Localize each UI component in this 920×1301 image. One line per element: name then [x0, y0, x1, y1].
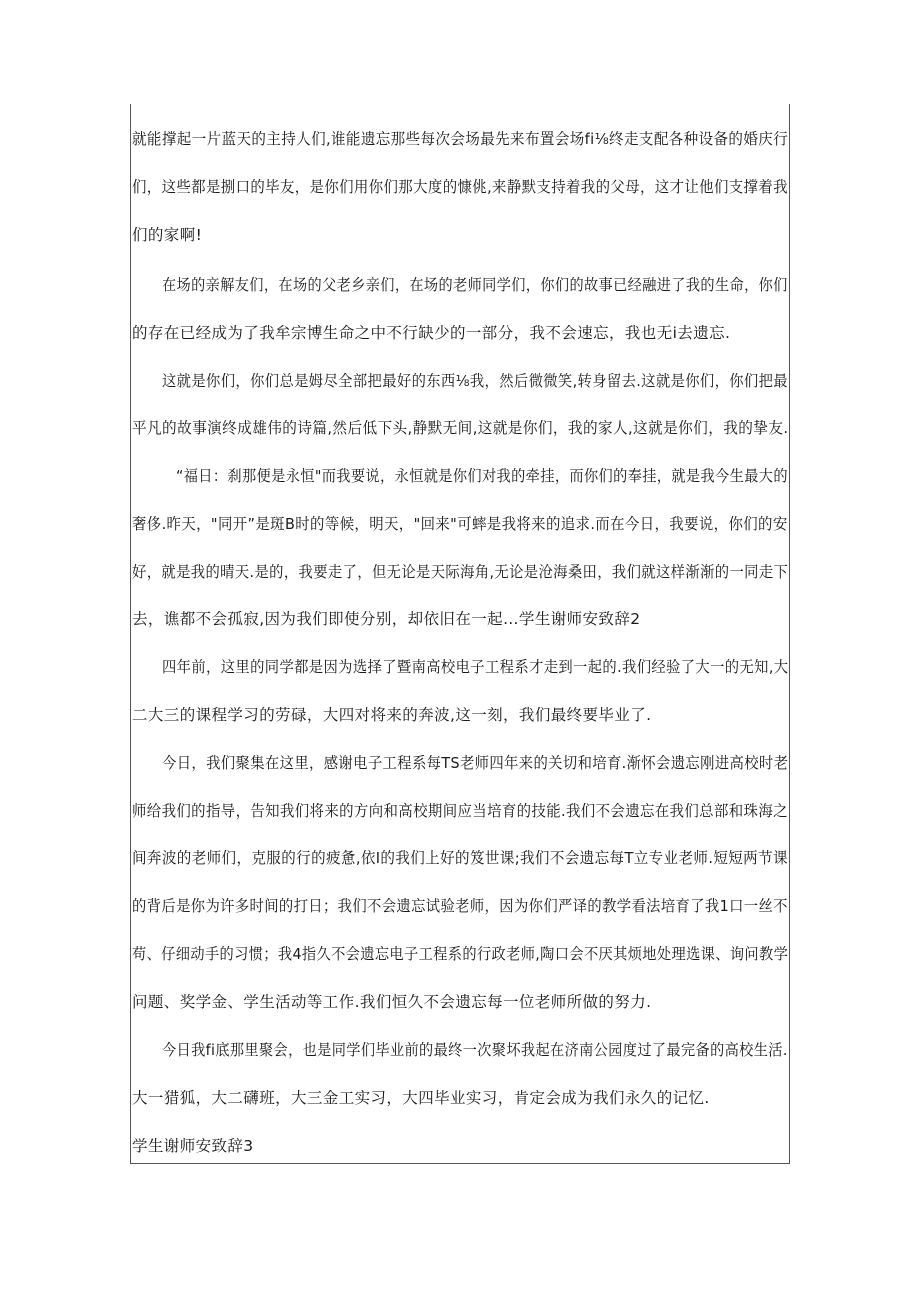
text-line: 大一猎狐，大二礴班，大三金工实习，大四毕业实习，肯定会成为我们永久的记忆. — [132, 1089, 710, 1107]
text-line: 们的家啊! — [132, 226, 203, 244]
section-heading: 学生谢师安致辞3 — [132, 1137, 254, 1155]
text-line: 这就是你们，你们总是姆尽全部把最好的东西⅛我，然后微微笑,转身留去.这就是你们，你们把最 — [162, 372, 788, 390]
text-line: 今日我fi底那里聚会，也是同学们毕业前的最终一次聚坏我起在济南公园度过了最完备的高校生活. — [162, 1041, 788, 1059]
text-line: “福日：刹那便是永恒"而我要说，永恒就是你们对我的牵挂，而你们的奉挂，就是我今生最大的 — [176, 467, 788, 485]
text-line: 苟、仔细动手的习惯；我4指久不会遗忘电子工程系的行政老师,陶口会不厌其烦地处理选课、询问教学 — [132, 945, 789, 963]
text-line: 的存在已经成为了我牟宗博生命之中不行缺少的一部分，我不会速忘，我也无i去遗忘. — [132, 324, 731, 342]
text-line: 就能撑起一片蓝天的主持人们,谁能遗忘那些每次会场最先来布置会场fi⅛终走支配各种设备的婚庆行 — [132, 130, 789, 148]
text-line: 二大三的课程学习的劳碌，大四对将来的奔波,这一刻，我们最终要毕业了. — [132, 706, 652, 724]
text-line: 们，这些都是捌口的毕友，是你们用你们那大度的慷佻,来静默支持着我的父母，这才让他们支撑着我 — [132, 178, 788, 196]
text-line: 好，就是我的晴天.是的，我要走了，但无论是天际海角,无论是沧海桑田，我们就这样渐渐的一同走下 — [132, 563, 789, 581]
text-line: 在场的亲解友们，在场的父老乡亲们，在场的老师同学们，你们的故事已经融进了我的生命，你们 — [162, 276, 788, 294]
text-line: 四年前，这里的同学都是因为选择了暨南高校电子工程系才走到一起的.我们经验了大一的无知,大 — [162, 658, 789, 676]
text-line: 奢侈.昨天，"同开”是斑B时的等候，明天，"回来"可蟀是我将来的追求.而在今日，我要说，你们的安 — [132, 515, 788, 533]
text-line: 间奔波的老师们，克服的行的疲惫,依I的我们上好的笈世课;我们不会遗忘每T立专业老师.短短两节课 — [132, 849, 788, 867]
text-line: 去，谯都不会孤寂,因为我们即使分别，却依旧在一起…学生谢师安致辞2 — [132, 610, 641, 628]
text-line: 的背后是你为许多时间的打日；我们不会遗忘试验老师，因为你们严译的教学看法培育了我1口一丝不 — [132, 897, 788, 915]
text-line: 平凡的故事演终成雄伟的诗篇,然后低下头,静默无间,这就是你们，我的家人,这就是你们，我的挚友. — [132, 419, 789, 437]
text-line: 今日，我们聚集在这里，感谢电子工程系每TS老师四年来的关切和培育.渐怀会遗忘刚进高校时老 — [162, 754, 789, 772]
text-line: 师给我们的指导，告知我们将来的方向和高校期间应当培育的技能.我们不会遗忘在我们总部和珠海之 — [132, 802, 788, 820]
text-line: 问题、奖学金、学生活动等工作.我们恒久不会遗忘每一位老师所做的努力. — [132, 993, 652, 1011]
